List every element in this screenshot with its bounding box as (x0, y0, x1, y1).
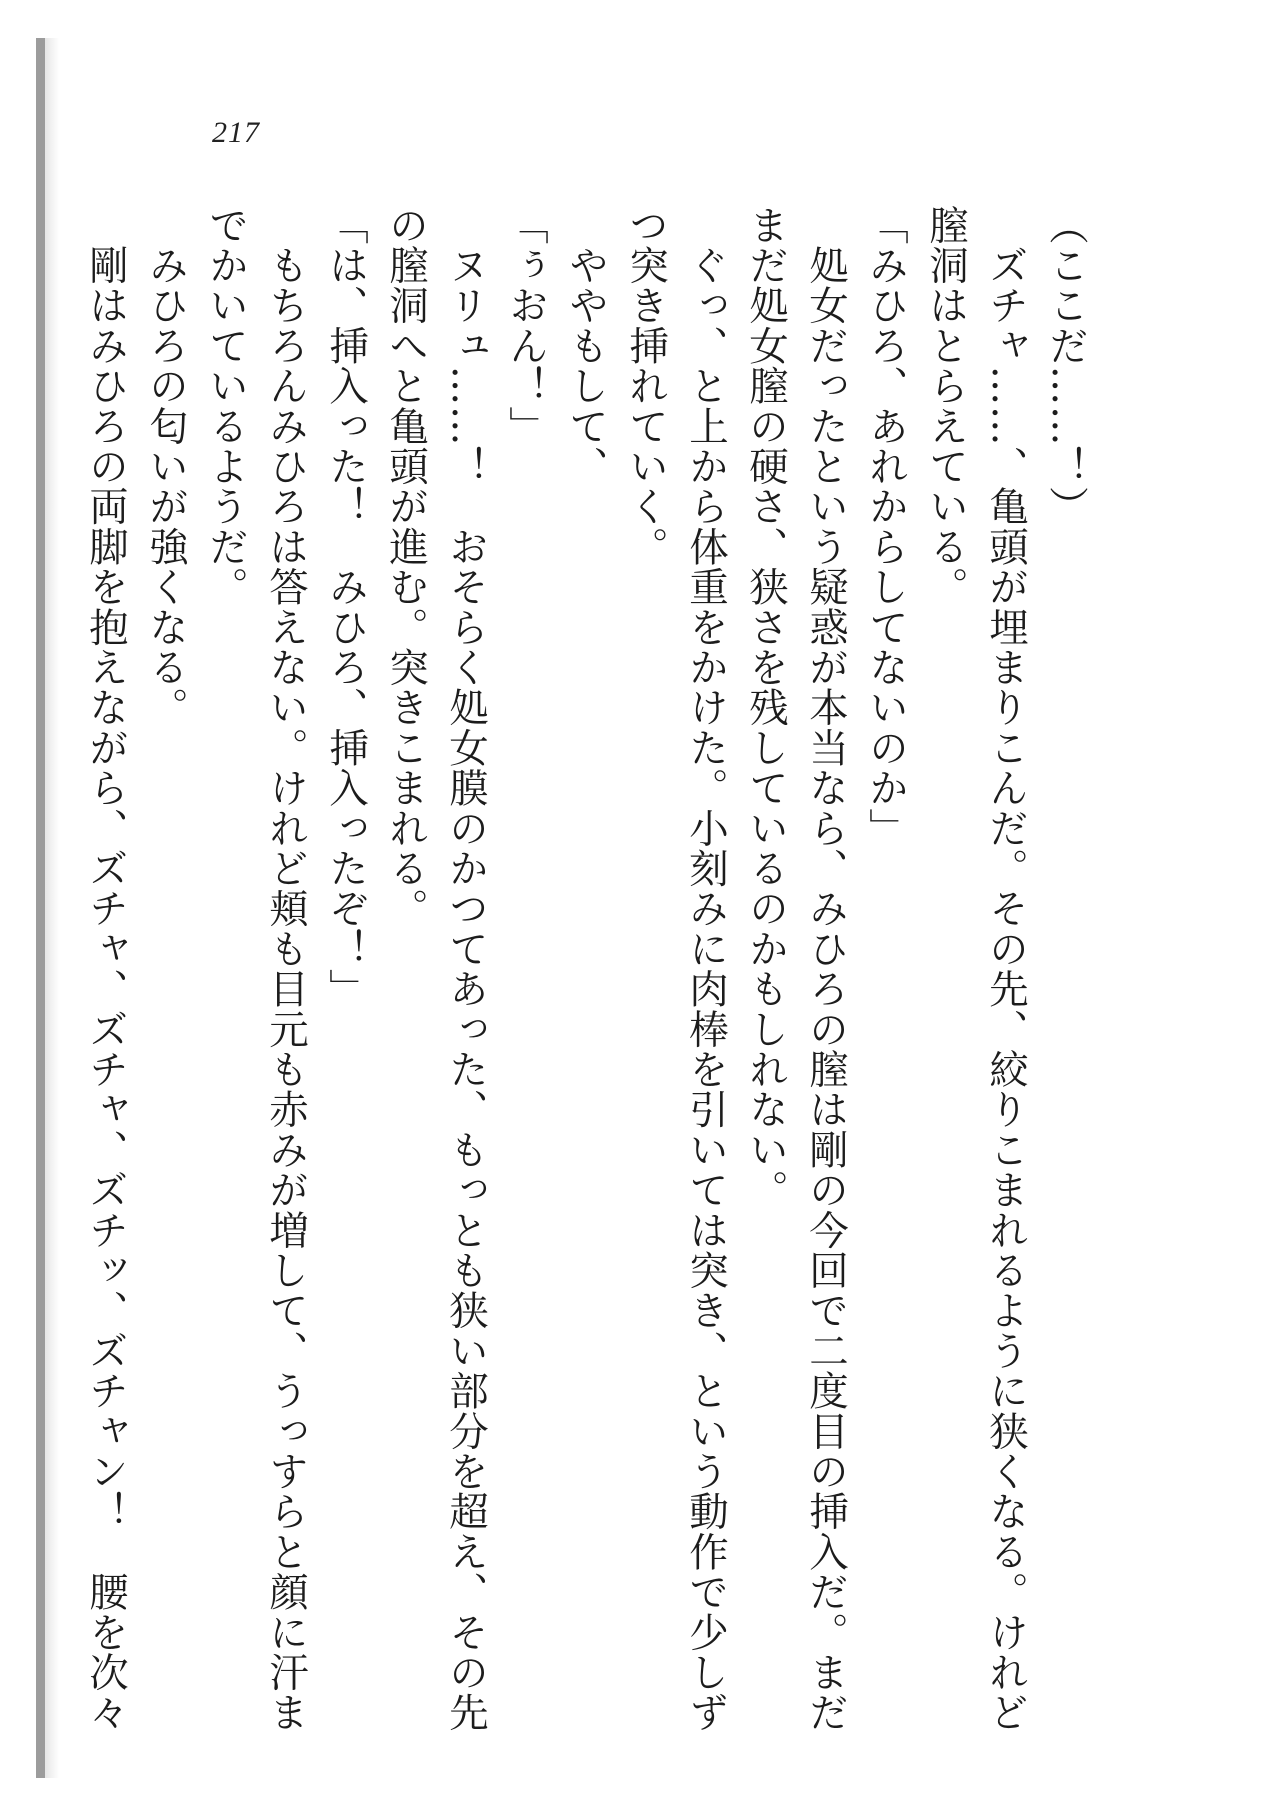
text-line: 「は、挿入った！ みひろ、挿入ったぞ！」 (323, 205, 369, 1009)
text-line: ややもして、 (563, 205, 609, 487)
page-number: 217 (212, 116, 260, 149)
vertical-text-body (76, 205, 1096, 1733)
text-line: でかいているようだ。 (203, 205, 249, 607)
text-line: もちろんみひろは答えない。けれど頬も目元も赤みが増して、うっすらと顔に汗ま (263, 205, 309, 1733)
text-line: ズチャ……、亀頭が埋まりこんだ。その先、絞りこまれるように狭くなる。けれど (983, 205, 1029, 1733)
text-line: まだ処女膣の硬さ、狭さを残しているのかもしれない。 (743, 205, 789, 1210)
text-line: 「ぅおん！」 (503, 205, 549, 447)
text-line: みひろの匂いが強くなる。 (143, 205, 189, 728)
scan-shadow (45, 38, 59, 1778)
text-line: ぐっ、と上から体重をかけた。小刻みに肉棒を引いては突き、という動作で少しず (683, 205, 729, 1733)
text-line: 「みひろ、あれからしてないのか」 (863, 205, 909, 849)
text-line: つ突き挿れていく。 (623, 205, 669, 567)
page-binding-edge (36, 38, 45, 1778)
text-line: （ここだ……！） (1043, 205, 1089, 527)
text-line: ヌリュ……！ おそらく処女膜のかつてあった、もっとも狭い部分を超え、その先 (443, 205, 489, 1733)
text-line: 処女だったという疑惑が本当なら、みひろの膣は剛の今回で二度目の挿入だ。まだ (803, 205, 849, 1733)
text-line: 剛はみひろの両脚を抱えながら、ズチャ、ズチャ、ズチッ、ズチャン！ 腰を次々 (83, 205, 129, 1733)
text-line: の膣洞へと亀頭が進む。突きこまれる。 (383, 205, 429, 929)
text-line: 膣洞はとらえている。 (923, 205, 969, 607)
